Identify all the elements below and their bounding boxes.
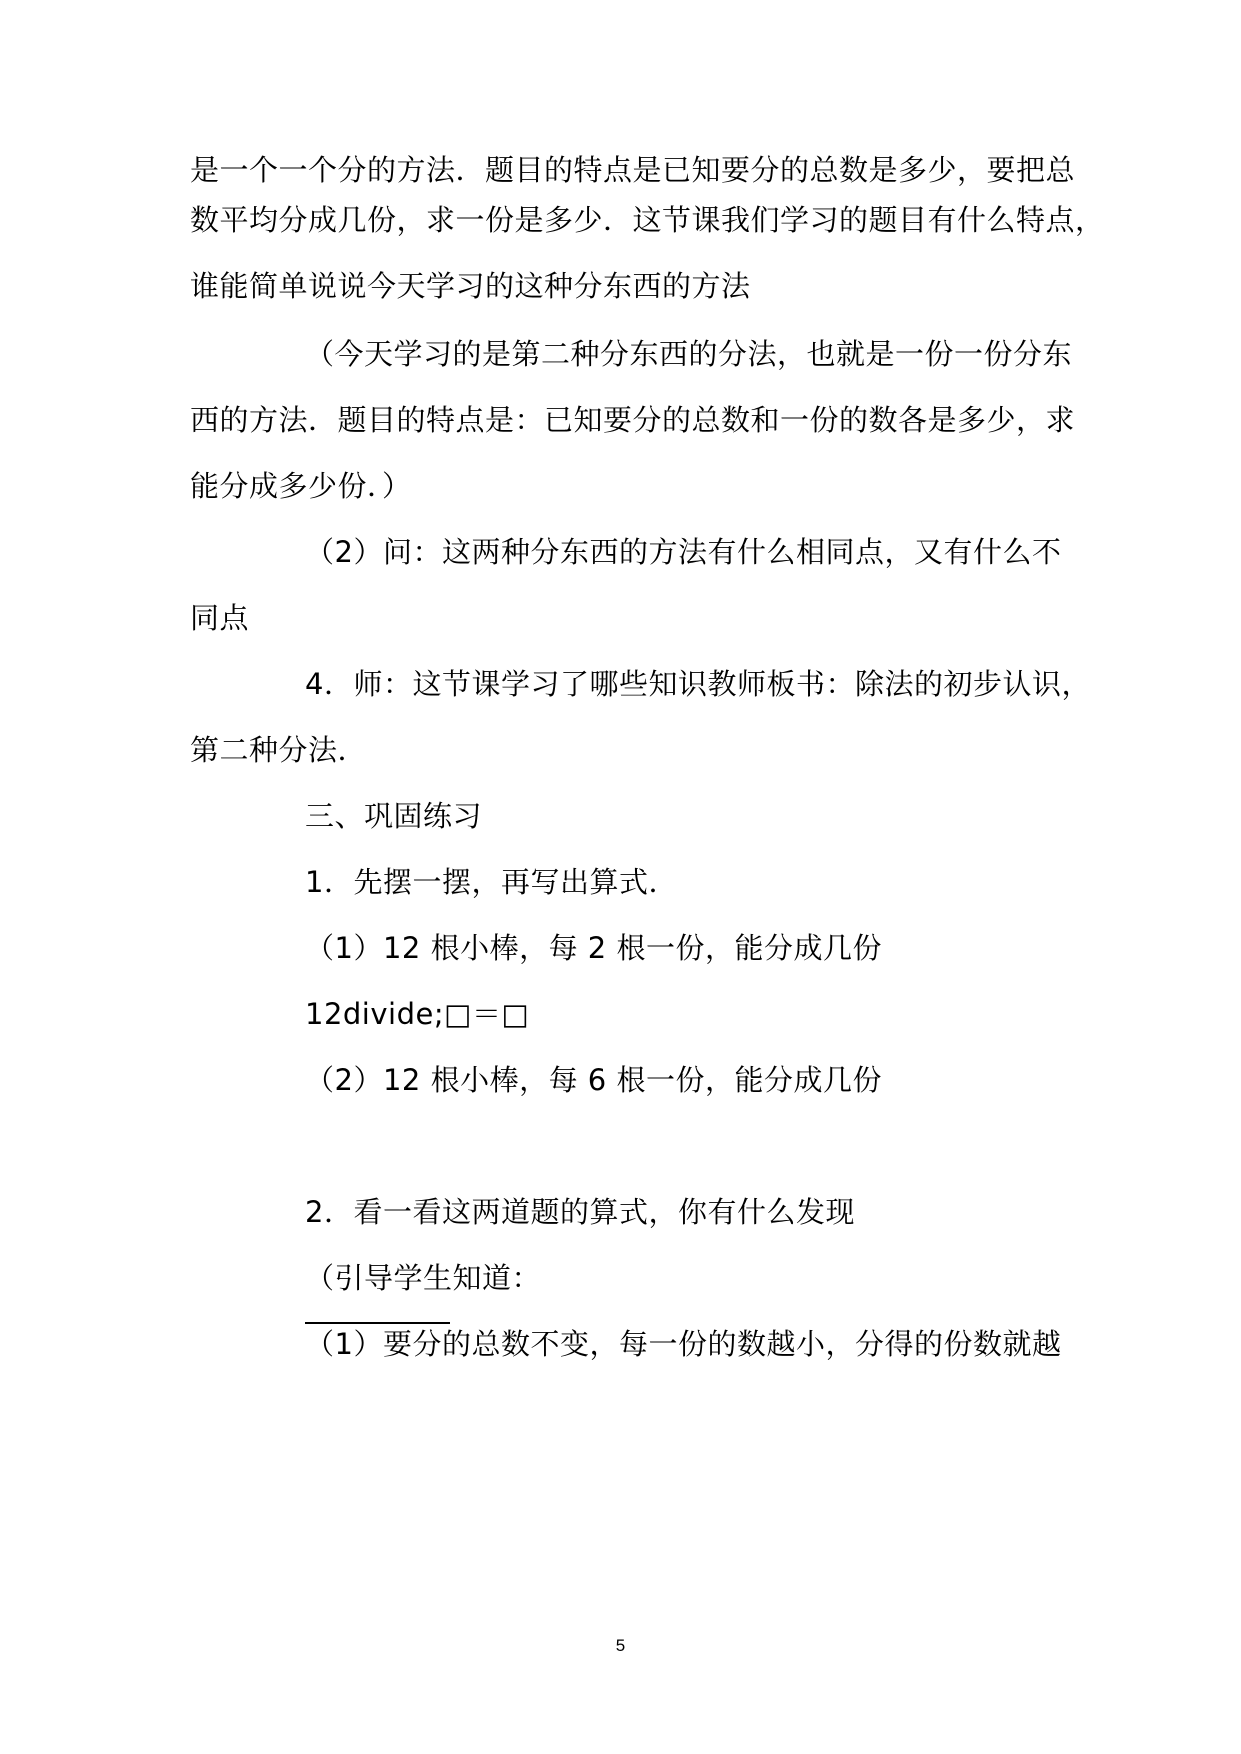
exercise-title: 1．先摆一摆，再写出算式． [305,865,678,899]
paragraph-line: 数平均分成几份，求一份是多少．这节课我们学习的题目有什么特点， [190,203,1105,237]
exercise-question: （2）12 根小棒，每 6 根一份，能分成几份 [305,1063,882,1097]
exercise-formula: 12divide;□＝□ [305,997,530,1031]
paragraph-line: 同点 [190,601,250,635]
paragraph-line: 能分成多少份．） [190,469,412,503]
exercise-question: （1）12 根小棒，每 2 根一份，能分成几份 [305,931,882,965]
guide-text: （引导学生知道： [305,1261,542,1295]
paragraph-line: （今天学习的是第二种分东西的分法，也就是一份一份分东 [305,337,1073,371]
paragraph-line: 4．师：这节课学习了哪些知识教师板书：除法的初步认识， [305,667,1091,701]
paragraph-line: （2）问：这两种分东西的方法有什么相同点，又有什么不 [305,535,1062,569]
exercise-title: 2．看一看这两道题的算式，你有什么发现 [305,1195,855,1229]
paragraph-line: 谁能简单说说今天学习的这种分东西的方法 [190,269,751,303]
paragraph-line: 第二种分法． [190,733,368,767]
paragraph-line: 是一个一个分的方法．题目的特点是已知要分的总数是多少，要把总 [190,153,1076,187]
paragraph-line: 西的方法．题目的特点是：已知要分的总数和一份的数各是多少，求 [190,403,1076,437]
guide-item: （1）要分的总数不变，每一份的数越小，分得的份数就越 [305,1327,1062,1361]
section-heading: 三、巩固练习 [305,799,483,833]
page-number: 5 [615,1636,626,1655]
